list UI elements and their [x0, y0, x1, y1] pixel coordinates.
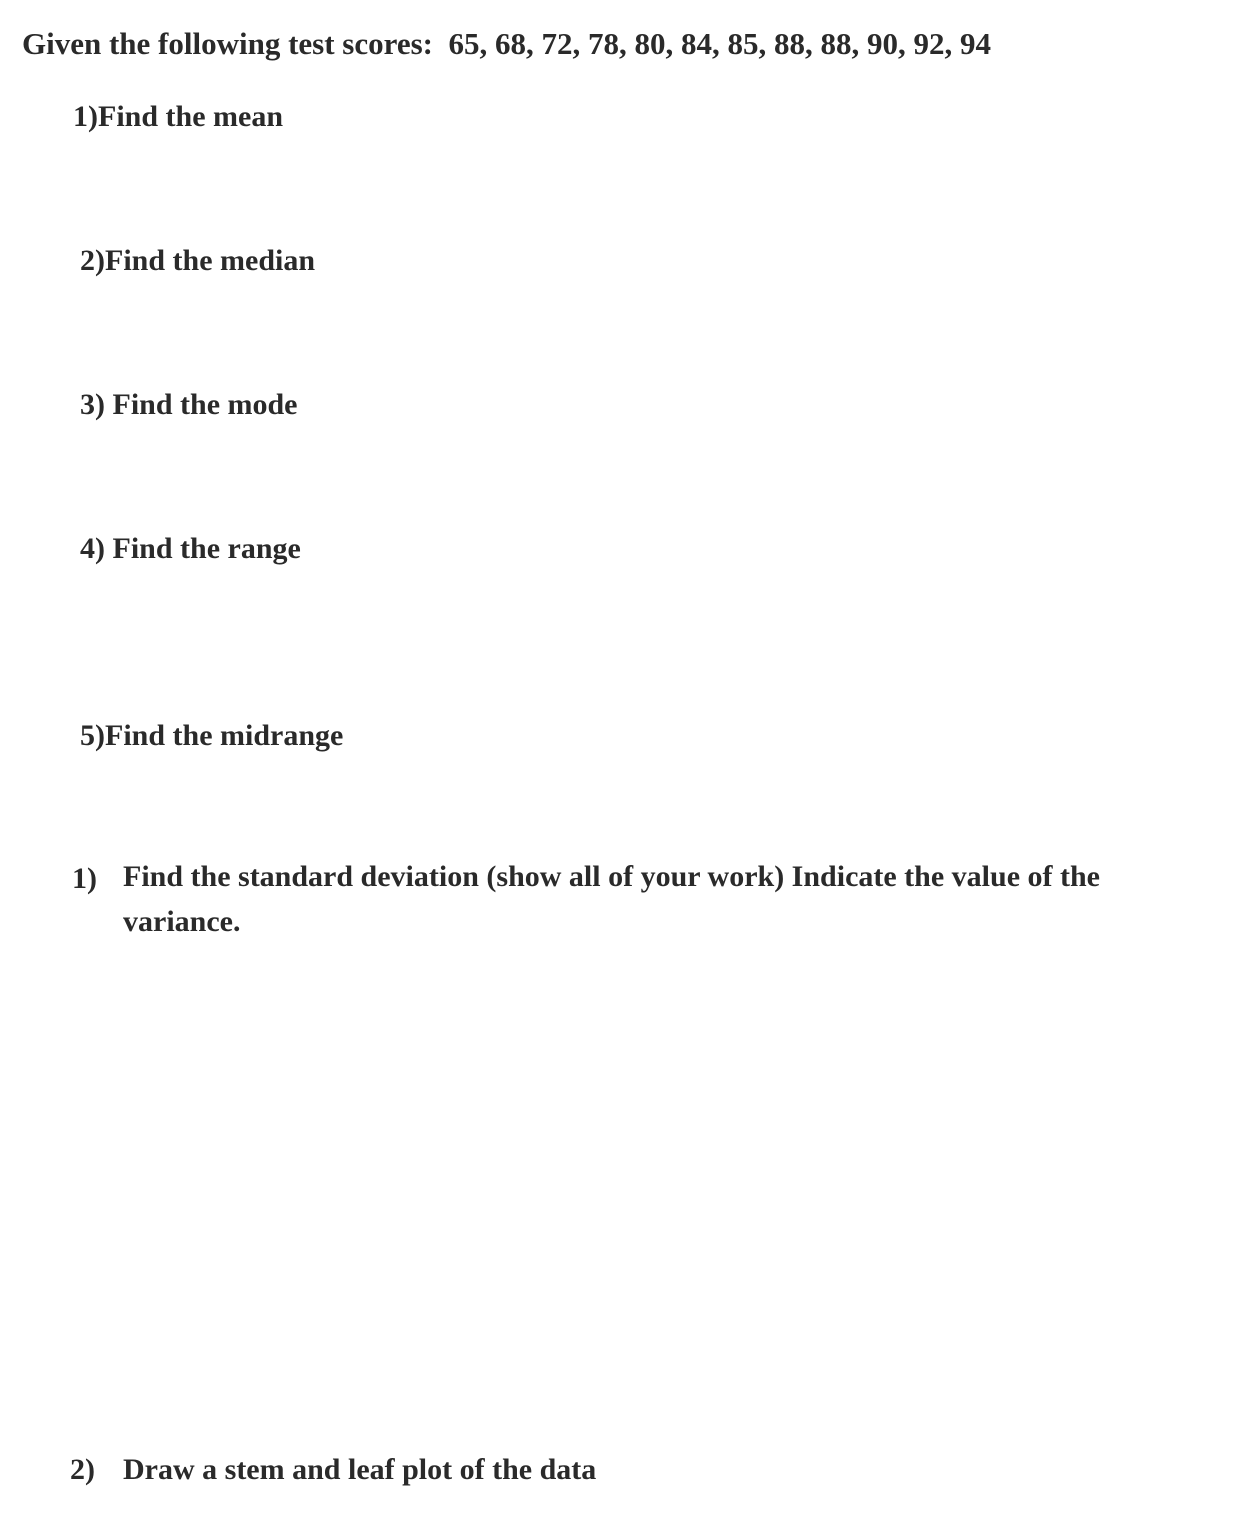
question-median: 2)Find the median — [80, 244, 316, 277]
question-std-dev-number: 1) — [72, 862, 97, 895]
question-mode: 3) Find the mode — [80, 388, 298, 421]
question-stem-leaf-number: 2) — [70, 1453, 95, 1486]
question-stem-leaf-text: Draw a stem and leaf plot of the data — [123, 1453, 597, 1486]
question-mean: 1)Find the mean — [73, 100, 283, 133]
scores-list: 65, 68, 72, 78, 80, 84, 85, 88, 88, 90, 92, 94 — [448, 26, 991, 61]
question-midrange: 5)Find the midrange — [80, 719, 344, 752]
question-std-dev-continuation: variance. — [123, 905, 241, 938]
question-std-dev-text: Find the standard deviation (show all of your work) Indicate the value of the — [123, 860, 1100, 893]
test-scores-header — [22, 28, 991, 59]
header-label: Given the following test scores: — [22, 26, 433, 61]
question-range: 4) Find the range — [80, 532, 301, 565]
